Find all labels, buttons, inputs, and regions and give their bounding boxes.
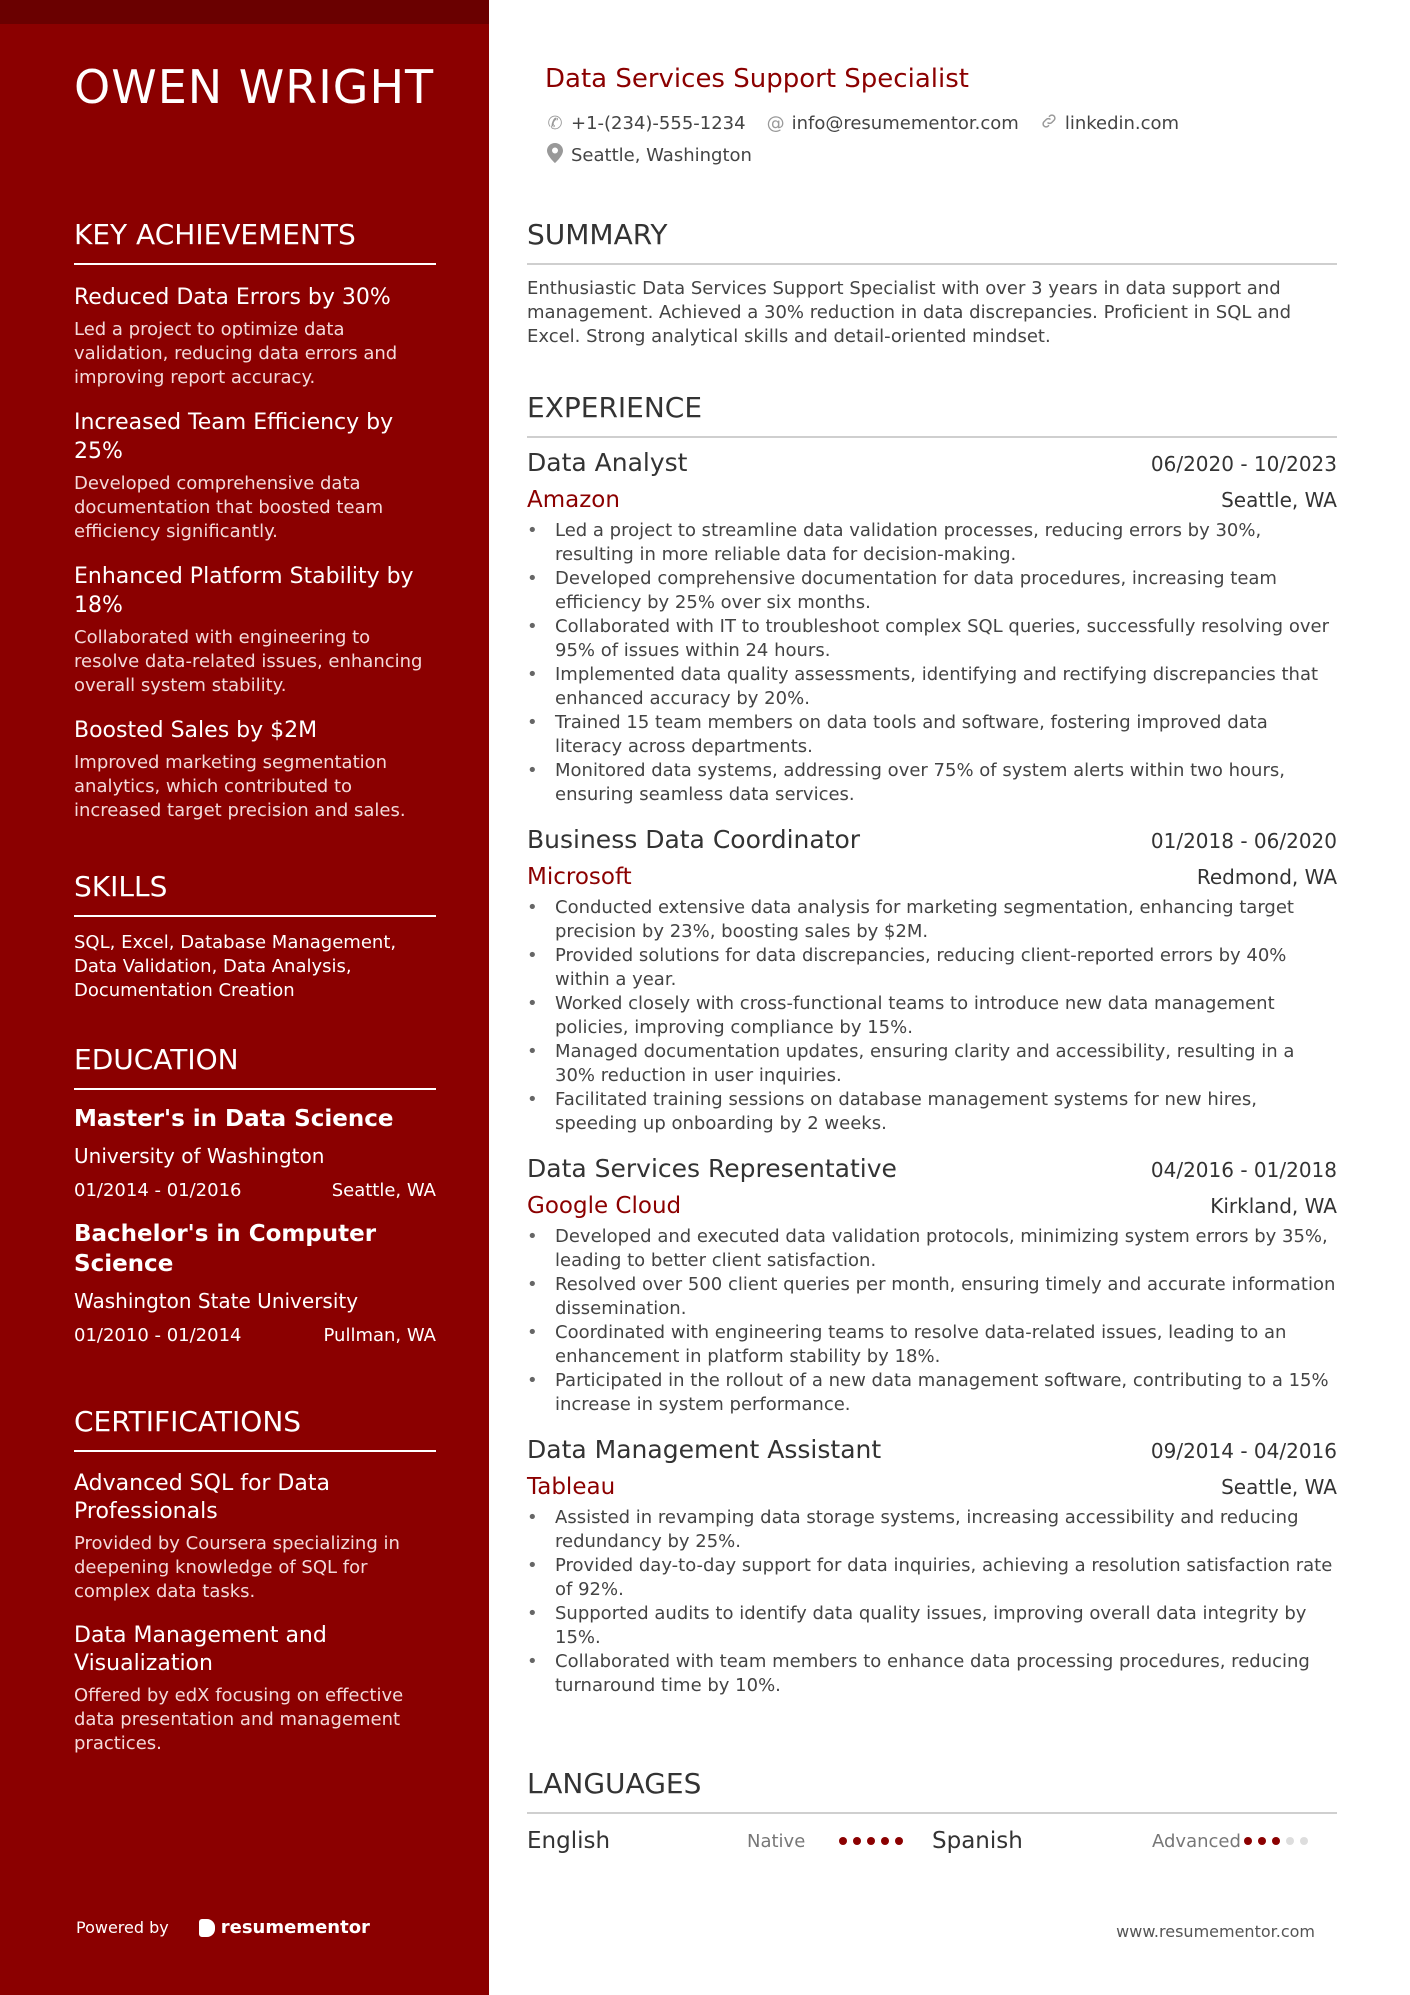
powered-by-label: Powered by [76,1918,169,1937]
education-location: Pullman, WA [323,1325,436,1346]
job-bullet: • Collaborated with team members to enhance data processing procedures, reducing turnaround time by 10%. [527,1650,1337,1698]
proficiency-dot [867,1837,875,1845]
job-location: Redmond, WA [1196,865,1337,889]
candidate-name: OWEN WRIGHT [74,60,435,114]
certifications-heading: CERTIFICATIONS [74,1405,436,1452]
job-dates: 01/2018 - 06/2020 [1150,829,1337,853]
certification-item [74,1470,436,1604]
achievement-item [74,716,436,823]
language-level: Native [747,1830,806,1852]
job-bullet: • Led a project to streamline data validation processes, reducing errors by 30%, resulting in more reliable data for decision-making. [527,519,1337,567]
job-bullet: • Coordinated with engineering teams to resolve data-related issues, leading to an enhancement in platform stability by 18%. [527,1321,1337,1369]
job-bullet: • Managed documentation updates, ensuring clarity and accessibility, resulting in a 30% reduction in user inquiries. [527,1040,1337,1088]
achievement-item [74,283,436,390]
proficiency-dot [1272,1837,1280,1845]
location-pin-icon [545,143,565,168]
main-content [527,0,1337,1995]
contact-email[interactable] [766,113,1019,134]
education-section [74,1043,436,1346]
job-bullet: • Provided solutions for data discrepancies, reducing client-reported errors by 40% within a year. [527,944,1337,992]
education-heading: EDUCATION [74,1043,436,1090]
sidebar [0,0,489,1995]
phone-icon: ✆ [547,113,563,134]
achievement-item [74,408,436,544]
achievement-desc: Improved marketing segmentation analytics, which contributed to increased target precision and sales. [74,752,406,821]
website-link[interactable]: www.resumementor.com [1116,1922,1315,1941]
achievement-desc: Led a project to optimize data validation, reducing data errors and improving report accuracy. [74,319,398,388]
education-school: University of Washington [74,1144,325,1168]
sidebar-top-band [0,0,489,24]
job-location: Seattle, WA [1221,1475,1337,1499]
location-text: Seattle, Washington [571,145,752,166]
job-bullet: • Trained 15 team members on data tools and software, fostering improved data literacy across departments. [527,711,1337,759]
education-meta [74,1325,436,1346]
job-bullet: • Worked closely with cross-functional teams to introduce new data management policies, improving compliance by 15%. [527,992,1337,1040]
job-role: Data Services Representative [527,1154,897,1183]
languages-heading: LANGUAGES [527,1767,1337,1814]
job-company: Tableau [527,1474,616,1500]
job-bullet: • Collaborated with IT to troubleshoot complex SQL queries, successfully resolving over 95% of issues within 24 hours. [527,615,1337,663]
job-dates: 06/2020 - 10/2023 [1150,452,1337,476]
achievements-heading: KEY ACHIEVEMENTS [74,218,436,265]
job-location: Kirkland, WA [1210,1194,1337,1218]
proficiency-dot [1244,1837,1252,1845]
achievement-desc: Collaborated with engineering to resolve data-related issues, enhancing overall system stability. [74,627,423,696]
job-bullet: • Implemented data quality assessments, identifying and rectifying discrepancies that enhanced accuracy by 20%. [527,663,1337,711]
education-degree: Bachelor's in Computer Science [74,1221,377,1277]
job-bullet: • Participated in the rollout of a new data management software, contributing to a 15% increase in system performance. [527,1369,1337,1417]
proficiency-dot [853,1837,861,1845]
resumementor-logo-icon [199,1919,215,1937]
skills-list: SQL, Excel, Database Management, Data Validation, Data Analysis, Documentation Creation [74,932,397,1001]
summary-section [527,218,1337,349]
job-bullet: • Facilitated training sessions on database management systems for new hires, speeding up onboarding by 2 weeks. [527,1088,1337,1136]
experience-heading: EXPERIENCE [527,391,1337,438]
job-bullet: • Monitored data systems, addressing over 75% of system alerts within two hours, ensuring seamless data services. [527,759,1337,807]
job-bullet: • Supported audits to identify data quality issues, improving overall data integrity by 15%. [527,1602,1337,1650]
proficiency-dot [881,1837,889,1845]
summary-heading: SUMMARY [527,218,1337,265]
job-bullets [527,1225,1337,1417]
contact-phone[interactable] [545,113,746,134]
job-bullets [527,519,1337,807]
education-meta [74,1180,436,1201]
job-entry [527,1154,1337,1417]
achievement-title: Enhanced Platform Stability by 18% [74,564,414,618]
proficiency-dot [1300,1837,1308,1845]
brand-name: resumementor [220,1917,370,1938]
job-bullet: • Developed comprehensive documentation for data procedures, increasing team efficiency by 25% over six months. [527,567,1337,615]
linkedin-text: linkedin.com [1064,113,1180,134]
job-bullet: • Developed and executed data validation protocols, minimizing system errors by 35%, leading to better client satisfaction. [527,1225,1337,1273]
job-role: Data Analyst [527,448,688,477]
job-dates: 04/2016 - 01/2018 [1150,1158,1337,1182]
languages-row [527,1828,1337,1854]
language-level: Advanced [1152,1830,1241,1852]
job-location: Seattle, WA [1221,488,1337,512]
achievement-item [74,562,436,698]
contact-location [545,143,752,168]
brand-logo[interactable] [199,1917,370,1938]
job-bullets [527,896,1337,1136]
education-item [74,1219,436,1346]
job-entry [527,825,1337,1136]
job-bullet: • Assisted in revamping data storage systems, increasing accessibility and reducing redundancy by 25%. [527,1506,1337,1554]
achievement-desc: Developed comprehensive data documentation that boosted team efficiency significantly. [74,473,384,542]
job-company: Microsoft [527,864,632,890]
proficiency-dot [895,1837,903,1845]
job-bullet: • Resolved over 500 client queries per month, ensuring timely and accurate information dissemination. [527,1273,1337,1321]
job-role: Business Data Coordinator [527,825,861,854]
proficiency-dot [1258,1837,1266,1845]
job-entry [527,1435,1337,1698]
proficiency-dot [839,1837,847,1845]
job-dates: 09/2014 - 04/2016 [1150,1439,1337,1463]
certifications-section [74,1405,436,1756]
contact-linkedin[interactable] [1039,112,1179,135]
achievement-title: Reduced Data Errors by 30% [74,285,391,310]
job-company: Google Cloud [527,1193,682,1219]
language-name: Spanish [932,1828,1023,1854]
headline: Data Services Support Specialist [545,64,969,94]
achievement-title: Boosted Sales by $2M [74,718,318,743]
certification-title: Advanced SQL for Data Professionals [74,1471,330,1524]
language-proficiency-dots [1244,1837,1308,1845]
language-item [527,1828,932,1854]
achievements-section [74,218,436,823]
email-text: info@resumementor.com [791,113,1019,134]
job-entry [527,448,1337,807]
education-location: Seattle, WA [331,1180,436,1201]
certification-desc: Provided by Coursera specializing in deepening knowledge of SQL for complex data tasks. [74,1533,400,1602]
job-role: Data Management Assistant [527,1435,882,1464]
contact-info [545,112,1199,176]
at-icon: @ [766,113,785,134]
education-dates: 01/2014 - 01/2016 [74,1180,242,1201]
job-bullet: • Provided day-to-day support for data inquiries, achieving a resolution satisfaction rate of 92%. [527,1554,1337,1602]
language-proficiency-dots [839,1837,903,1845]
certification-title: Data Management and Visualization [74,1623,327,1676]
proficiency-dot [1286,1837,1294,1845]
certification-item [74,1622,436,1756]
job-bullet: • Conducted extensive data analysis for marketing segmentation, enhancing target precision by 23%, boosting sales by $2M. [527,896,1337,944]
education-dates: 01/2010 - 01/2014 [74,1325,242,1346]
skills-section [74,870,436,1003]
link-icon [1039,112,1059,135]
education-degree: Master's in Data Science [74,1106,394,1132]
phone-text: +1-(234)-555-1234 [571,113,746,134]
certification-desc: Offered by edX focusing on effective data presentation and management practices. [74,1685,404,1754]
education-school: Washington State University [74,1289,359,1313]
skills-heading: SKILLS [74,870,436,917]
job-bullets [527,1506,1337,1698]
powered-by [76,1917,370,1938]
language-item [932,1828,1337,1854]
languages-section [527,1767,1337,1854]
language-name: English [527,1828,611,1854]
experience-section [527,391,1337,1698]
summary-text: Enthusiastic Data Services Support Specialist with over 3 years in data support and management. Achieved a 30% reduction in data discrepancies. Proficient in SQL and Excel. Strong analytical skills and detail-oriented mindset. [527,278,1291,347]
education-item [74,1104,436,1201]
job-company: Amazon [527,487,620,513]
achievement-title: Increased Team Efficiency by 25% [74,410,394,464]
